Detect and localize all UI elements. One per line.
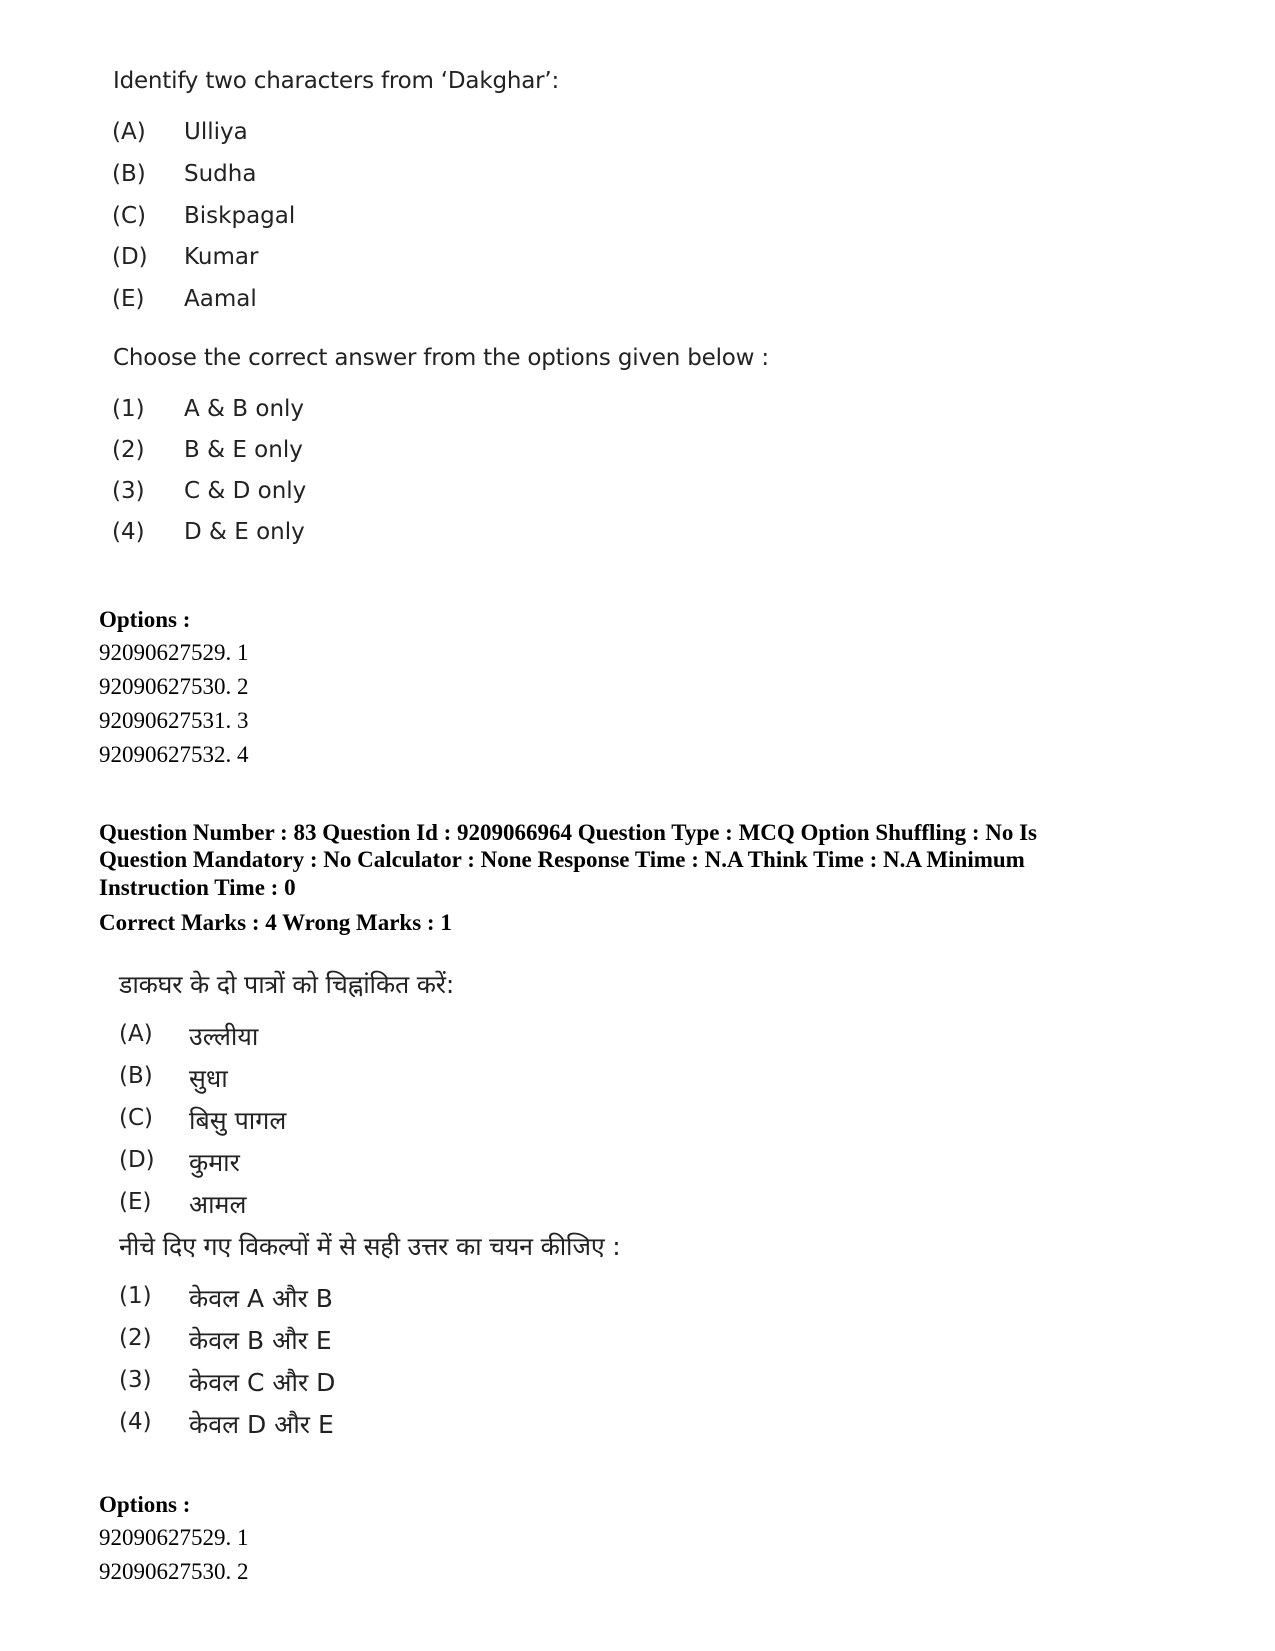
choice-value: D & E only (184, 519, 305, 545)
choice-value: A & B only (184, 396, 305, 422)
item-key: (D) (112, 244, 148, 270)
choice-value: केवल C और D (189, 1368, 336, 1397)
item-key: (A) (112, 119, 146, 145)
choice-value: C & D only (184, 478, 307, 504)
answer-instruction: Choose the correct answer from the options given below : (113, 345, 769, 371)
item-value: आमल (189, 1190, 247, 1219)
choice-key: (4) (119, 1409, 152, 1435)
option-line: 92090627531. 3 (99, 708, 249, 733)
item-value: Ulliya (184, 119, 248, 145)
item-key: (D) (119, 1147, 155, 1173)
item-value: कुमार (189, 1148, 240, 1177)
item-value: Biskpagal (184, 203, 296, 229)
item-key: (B) (119, 1063, 153, 1089)
meta-line-2: Question Mandatory : No Calculator : None Response Time : N.A Think Time : N.A Minimum (99, 847, 1025, 872)
item-value: उल्लीया (189, 1022, 259, 1051)
meta-line-3: Instruction Time : 0 (99, 875, 296, 900)
choice-key: (3) (119, 1367, 152, 1393)
item-value: बिसु पागल (189, 1106, 287, 1135)
item-value: Kumar (184, 244, 259, 270)
choice-value: केवल B और E (189, 1326, 332, 1355)
item-value: Sudha (184, 161, 257, 187)
choice-value: केवल A और B (189, 1284, 333, 1313)
choice-key: (3) (112, 478, 145, 504)
option-line: 92090627529. 1 (99, 1525, 249, 1550)
meta-line-1: Question Number : 83 Question Id : 9209066964 Question Type : MCQ Option Shuffling : No Is (99, 820, 1038, 845)
choice-value: केवल D और E (189, 1410, 334, 1439)
choice-key: (2) (119, 1325, 152, 1351)
option-line: 92090627530. 2 (99, 674, 249, 699)
answer-instruction: नीचे दिए गए विकल्पों में से सही उत्तर का चयन कीजिए : (119, 1232, 621, 1261)
item-key: (C) (119, 1105, 154, 1131)
item-value: Aamal (184, 286, 257, 312)
choice-key: (2) (112, 437, 145, 463)
choice-key: (1) (119, 1283, 152, 1309)
options-heading: Options : (99, 1492, 191, 1517)
question-stem: डाकघर के दो पात्रों को चिह्नांकित करें: (119, 970, 455, 999)
item-key: (E) (119, 1189, 152, 1215)
item-key: (E) (112, 286, 145, 312)
item-key: (C) (112, 203, 147, 229)
options-heading: Options : (99, 607, 191, 632)
option-line: 92090627532. 4 (99, 742, 249, 767)
option-line: 92090627530. 2 (99, 1559, 249, 1584)
choice-key: (1) (112, 396, 145, 422)
option-line: 92090627529. 1 (99, 640, 249, 665)
marks-line: Correct Marks : 4 Wrong Marks : 1 (99, 910, 452, 935)
question-stem: Identify two characters from ‘Dakghar’: (113, 68, 560, 94)
item-key: (B) (112, 161, 146, 187)
choice-key: (4) (112, 519, 145, 545)
item-value: सुधा (189, 1064, 228, 1093)
choice-value: B & E only (184, 437, 303, 463)
item-key: (A) (119, 1021, 153, 1047)
